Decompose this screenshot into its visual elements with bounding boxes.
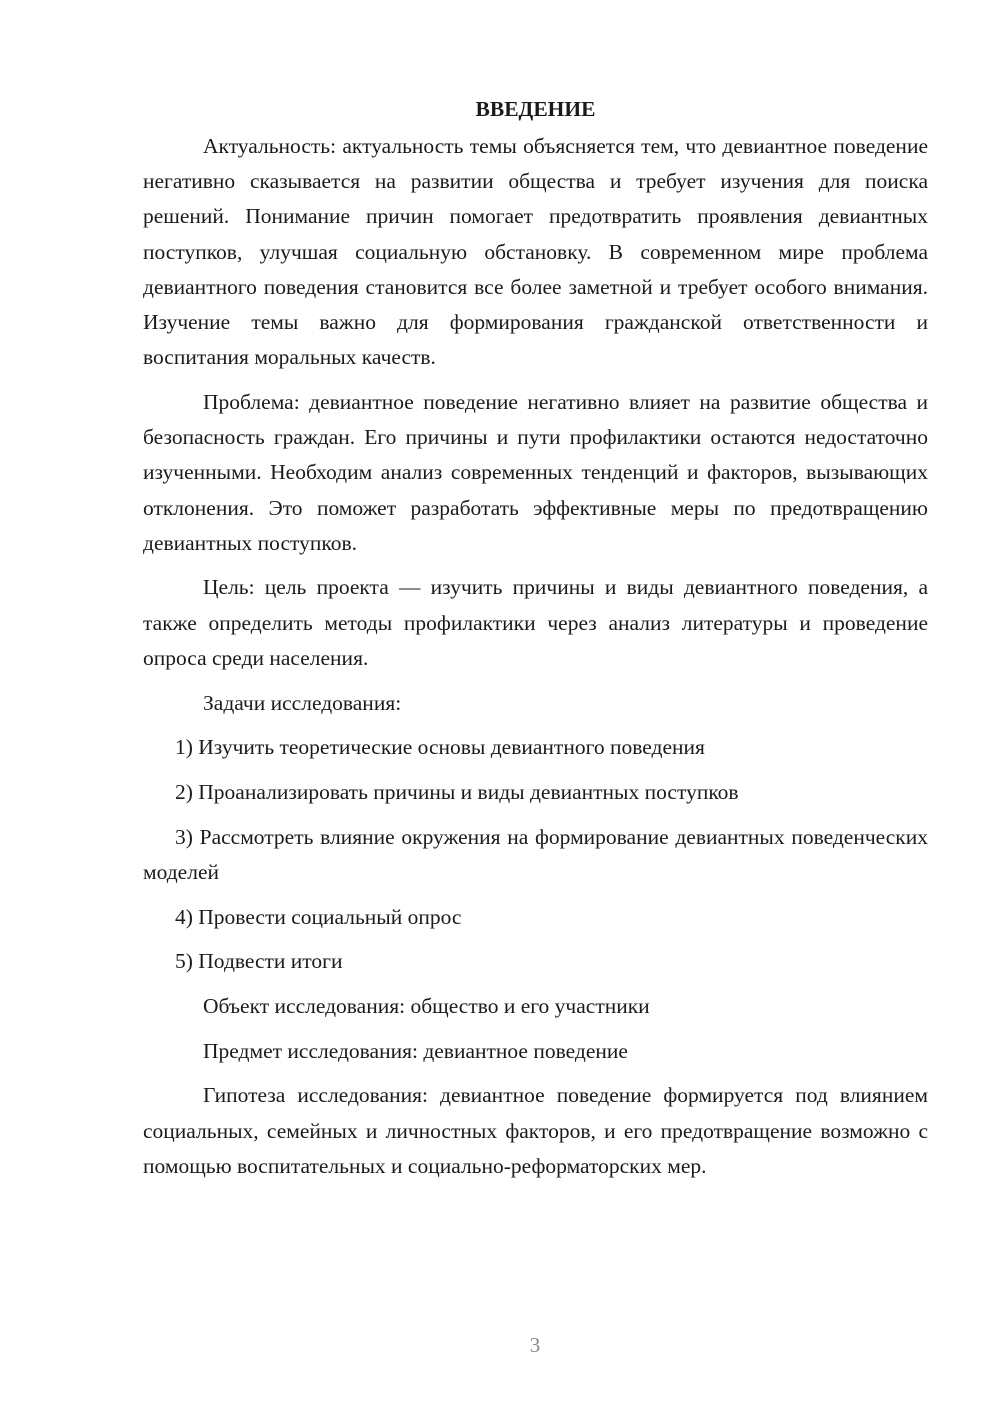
- object-paragraph: Объект исследования: общество и его участники: [203, 993, 650, 1018]
- task-item-5: 5) Подвести итоги: [175, 949, 343, 974]
- document-page: [143, 92, 928, 1193]
- section-heading: ВВЕДЕНИЕ: [475, 97, 596, 121]
- task-item-3: 3) Рассмотреть влияние окружения на формирование девиантных поведенческих моделей: [143, 824, 928, 884]
- goal-paragraph: Цель: цель проекта — изучить причины и виды девиантного поведения, а также определить методы профилактики через анализ литературы и проведение опроса среди населения.: [143, 575, 928, 670]
- task-item-1: 1) Изучить теоретические основы девиантного поведения: [175, 735, 705, 760]
- hypothesis-paragraph: Гипотеза исследования: девиантное поведение формируется под влиянием социальных, семейных и личностных факторов, и его предотвращение возможно с помощью воспитательных и социально-реформаторских мер.: [143, 1083, 928, 1178]
- relevance-paragraph: Актуальность: актуальность темы объясняется тем, что девиантное поведение негативно сказывается на развитии общества и требует изучения для поиска решений. Понимание причин помогает предотвратить проявления девиантных поступков, улучшая социальную обстановку. В современном мире проблема девиантного поведения становится все более заметной и требует особого внимания. Изучение темы важно для формирования гражданской ответственности и воспитания моральных качеств.: [143, 134, 928, 370]
- problem-paragraph: Проблема: девиантное поведение негативно влияет на развитие общества и безопасность граждан. Его причины и пути профилактики остаются недостаточно изученными. Необходим анализ современных тенденций и факторов, вызывающих отклонения. Это поможет разработать эффективные меры по предотвращению девиантных поступков.: [143, 389, 928, 555]
- task-item-4: 4) Провести социальный опрос: [175, 904, 462, 929]
- tasks-heading: Задачи исследования:: [203, 690, 402, 715]
- task-item-2: 2) Проанализировать причины и виды девиантных поступков: [175, 779, 739, 804]
- subject-paragraph: Предмет исследования: девиантное поведение: [203, 1038, 628, 1063]
- page-number: 3: [529, 1333, 541, 1357]
